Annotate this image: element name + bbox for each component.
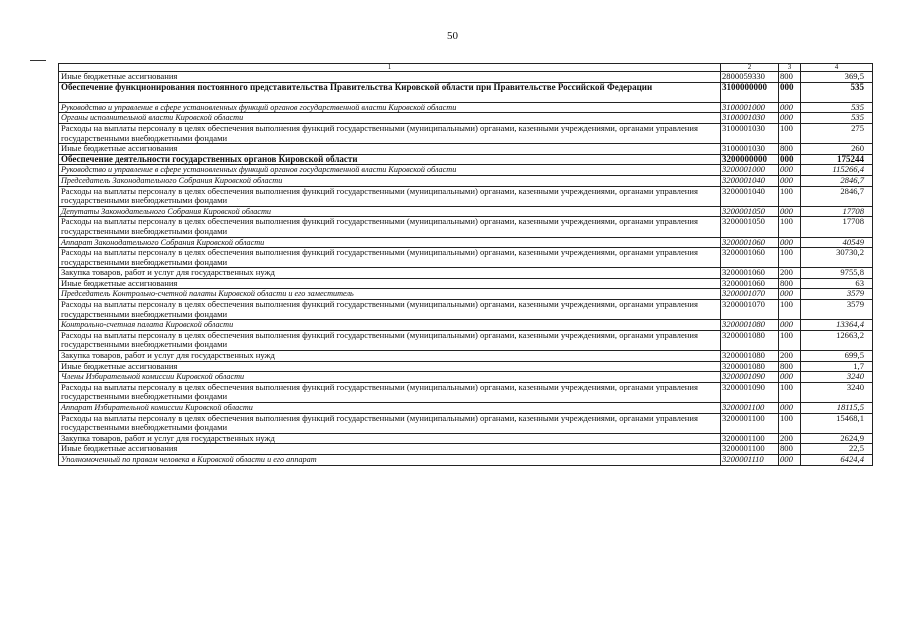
table-row [59,154,873,165]
row-type: 800 [779,278,801,289]
row-type: 800 [779,361,801,372]
row-amount: 260 [801,144,873,155]
row-type: 000 [779,403,801,414]
row-code: 3100001030 [721,123,779,143]
row-type: 000 [779,175,801,186]
table-row [59,278,873,289]
row-amount: 17708 [801,206,873,217]
row-code: 3200001090 [721,382,779,402]
row-amount: 30730,2 [801,248,873,268]
row-code: 3200001080 [721,320,779,331]
table-row [59,454,873,465]
row-type: 000 [779,82,801,102]
row-amount: 22,5 [801,444,873,455]
row-name: Расходы на выплаты персоналу в целях обеспечения выполнения функций государственными (муниципальными) органами, казенными учреждениями, органами управления государственными внебюджетными фондами [59,413,721,433]
table-row [59,300,873,320]
row-name: Председатель Контрольно-счетной палаты Кировской области и его заместитель [59,289,721,300]
row-type: 100 [779,186,801,206]
row-amount: 535 [801,102,873,113]
row-type: 800 [779,144,801,155]
row-amount: 535 [801,113,873,124]
row-amount: 17708 [801,217,873,237]
row-amount: 3240 [801,372,873,383]
row-amount: 275 [801,123,873,143]
row-amount: 6424,4 [801,454,873,465]
row-type: 000 [779,289,801,300]
row-name: Контрольно-счетная палата Кировской области [59,320,721,331]
row-code: 3100001030 [721,113,779,124]
margin-mark [30,60,46,61]
table-row [59,289,873,300]
row-name: Уполномоченный по правам человека в Кировской области и его аппарат [59,454,721,465]
row-code: 3200001000 [721,165,779,176]
budget-table-body [59,64,873,466]
row-type: 100 [779,217,801,237]
table-row [59,403,873,414]
row-code: 3200001060 [721,268,779,279]
row-amount: 15468,1 [801,413,873,433]
row-amount: 2846,7 [801,175,873,186]
row-amount: 3579 [801,300,873,320]
row-code: 3100001030 [721,144,779,155]
table-row [59,237,873,248]
row-code: 3200001060 [721,237,779,248]
row-type: 000 [779,454,801,465]
row-code: 3200001100 [721,413,779,433]
table-row [59,248,873,268]
row-type: 000 [779,237,801,248]
table-row [59,123,873,143]
row-name: Обеспечение функционирования постоянного представительства Правительства Кировской области при Правительстве Российской Федерации [59,82,721,102]
table-row [59,320,873,331]
table-row [59,102,873,113]
table-row [59,372,873,383]
row-code: 3200001070 [721,300,779,320]
row-code: 3200001050 [721,206,779,217]
header-col-amount: 4 [801,64,873,72]
row-amount: 13364,4 [801,320,873,331]
row-name: Иные бюджетные ассигнования [59,278,721,289]
table-row [59,82,873,102]
row-code: 3100001000 [721,102,779,113]
row-code: 3200001060 [721,278,779,289]
row-name: Руководство и управление в сфере установленных функций органов государственной власти Кировской области [59,102,721,113]
row-amount: 40549 [801,237,873,248]
table-row [59,330,873,350]
row-name: Аппарат Избирательной комиссии Кировской области [59,403,721,414]
row-type: 100 [779,382,801,402]
row-type: 100 [779,300,801,320]
row-name: Расходы на выплаты персоналу в целях обеспечения выполнения функций государственными (муниципальными) органами, казенными учреждениями, органами управления государственными внебюджетными фондами [59,217,721,237]
row-type: 800 [779,444,801,455]
row-amount: 12663,2 [801,330,873,350]
row-type: 000 [779,154,801,165]
table-row [59,186,873,206]
row-amount: 3579 [801,289,873,300]
table-row [59,144,873,155]
row-name: Иные бюджетные ассигнования [59,361,721,372]
row-amount: 63 [801,278,873,289]
row-name: Расходы на выплаты персоналу в целях обеспечения выполнения функций государственными (муниципальными) органами, казенными учреждениями, органами управления государственными внебюджетными фондами [59,248,721,268]
row-name: Расходы на выплаты персоналу в целях обеспечения выполнения функций государственными (муниципальными) органами, казенными учреждениями, органами управления государственными внебюджетными фондами [59,123,721,143]
table-row [59,165,873,176]
row-type: 000 [779,320,801,331]
row-amount: 1,7 [801,361,873,372]
row-type: 800 [779,72,801,83]
row-code: 3200001090 [721,372,779,383]
row-name: Председатель Законодательного Собрания Кировской области [59,175,721,186]
row-amount: 3240 [801,382,873,402]
header-col-name: 1 [59,64,721,72]
table-row [59,433,873,444]
row-name: Члены Избирательной комиссии Кировской области [59,372,721,383]
row-name: Аппарат Законодательного Собрания Кировской области [59,237,721,248]
row-type: 100 [779,248,801,268]
row-name: Расходы на выплаты персоналу в целях обеспечения выполнения функций государственными (муниципальными) органами, казенными учреждениями, органами управления государственными внебюджетными фондами [59,300,721,320]
row-code: 3200001080 [721,361,779,372]
row-name: Обеспечение деятельности государственных органов Кировской области [59,154,721,165]
row-name: Иные бюджетные ассигнования [59,444,721,455]
table-row [59,268,873,279]
row-type: 000 [779,165,801,176]
row-name: Расходы на выплаты персоналу в целях обеспечения выполнения функций государственными (муниципальными) органами, казенными учреждениями, органами управления государственными внебюджетными фондами [59,186,721,206]
row-type: 000 [779,113,801,124]
table-row [59,444,873,455]
table-row [59,217,873,237]
header-col-type: 3 [779,64,801,72]
row-name: Органы исполнительной власти Кировской области [59,113,721,124]
row-amount: 369,5 [801,72,873,83]
row-code: 3200001040 [721,186,779,206]
table-row [59,382,873,402]
page-number: 50 [447,30,458,42]
table-row [59,175,873,186]
row-code: 3200001110 [721,454,779,465]
row-type: 200 [779,433,801,444]
row-code: 3200001080 [721,330,779,350]
row-code: 3200001080 [721,351,779,362]
row-type: 000 [779,206,801,217]
row-type: 100 [779,413,801,433]
row-amount: 2624,9 [801,433,873,444]
row-code: 3200000000 [721,154,779,165]
row-name: Расходы на выплаты персоналу в целях обеспечения выполнения функций государственными (муниципальными) органами, казенными учреждениями, органами управления государственными внебюджетными фондами [59,330,721,350]
row-name: Закупка товаров, работ и услуг для государственных нужд [59,433,721,444]
row-amount: 18115,5 [801,403,873,414]
budget-table [58,63,873,466]
row-amount: 9755,8 [801,268,873,279]
row-amount: 115266,4 [801,165,873,176]
row-code: 3200001040 [721,175,779,186]
row-code: 3200001100 [721,433,779,444]
row-type: 000 [779,102,801,113]
table-row [59,206,873,217]
row-amount: 535 [801,82,873,102]
table-row [59,351,873,362]
row-code: 3200001070 [721,289,779,300]
header-col-code: 2 [721,64,779,72]
row-type: 200 [779,268,801,279]
row-name: Иные бюджетные ассигнования [59,144,721,155]
row-code: 3200001060 [721,248,779,268]
row-code: 3200001100 [721,444,779,455]
row-amount: 699,5 [801,351,873,362]
row-name: Расходы на выплаты персоналу в целях обеспечения выполнения функций государственными (муниципальными) органами, казенными учреждениями, органами управления государственными внебюджетными фондами [59,382,721,402]
table-row [59,72,873,83]
row-name: Руководство и управление в сфере установленных функций органов государственной власти Кировской области [59,165,721,176]
row-amount: 2846,7 [801,186,873,206]
table-row [59,361,873,372]
row-type: 200 [779,351,801,362]
row-type: 000 [779,372,801,383]
row-name: Иные бюджетные ассигнования [59,72,721,83]
row-name: Депутаты Законодательного Собрания Кировской области [59,206,721,217]
row-code: 3200001100 [721,403,779,414]
row-name: Закупка товаров, работ и услуг для государственных нужд [59,351,721,362]
table-row [59,113,873,124]
table-row [59,413,873,433]
row-type: 100 [779,123,801,143]
row-type: 100 [779,330,801,350]
row-amount: 175244 [801,154,873,165]
table-header-row [59,64,873,72]
row-code: 3100000000 [721,82,779,102]
row-name: Закупка товаров, работ и услуг для государственных нужд [59,268,721,279]
row-code: 3200001050 [721,217,779,237]
row-code: 2800059330 [721,72,779,83]
